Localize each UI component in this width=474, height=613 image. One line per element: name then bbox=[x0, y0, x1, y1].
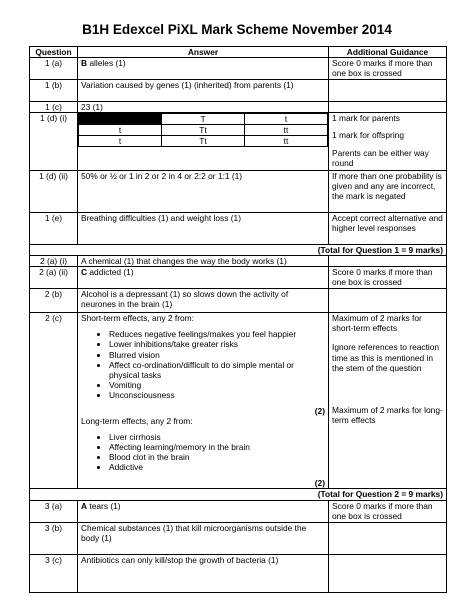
punnett-header: t bbox=[245, 114, 328, 125]
list-item: • Addictive bbox=[109, 462, 325, 472]
answer-cell bbox=[78, 58, 329, 80]
list-item: • Liver cirrhosis bbox=[109, 432, 325, 442]
list-item: • Affecting learning/memory in the brain bbox=[109, 442, 325, 452]
header-row bbox=[30, 47, 447, 58]
guidance-cell: Accept correct alternative and higher level responses bbox=[329, 213, 447, 245]
answer-cell: A chemical (1) that changes the way the body works (1) bbox=[78, 256, 329, 267]
answer-text: alleles (1) bbox=[87, 58, 126, 69]
answer-cell: Variation caused by genes (1) (inherited) from parents (1) bbox=[78, 80, 329, 102]
question-number: 3 (b) bbox=[30, 522, 78, 554]
question-number: 3 (c) bbox=[30, 554, 78, 592]
table-row bbox=[30, 171, 447, 213]
question-number: 2 (a) (ii) bbox=[30, 267, 78, 289]
answer-cell: Alcohol is a depressant (1) so slows down the activity of neurones in the brain (1) bbox=[78, 289, 329, 313]
table-row bbox=[30, 102, 447, 113]
short-term-list bbox=[109, 329, 325, 400]
guidance-cell bbox=[329, 113, 447, 171]
question-number: 1 (a) bbox=[30, 58, 78, 80]
total-question-2: (Total for Question 2 = 9 marks) bbox=[30, 489, 447, 500]
punnett-cell: tt bbox=[245, 136, 328, 147]
table-row bbox=[30, 267, 447, 289]
answer-cell: Antibiotics can only kill/stop the growth of bacteria (1) bbox=[78, 554, 329, 592]
guidance-cell: Score 0 marks if more than one box is crossed bbox=[329, 58, 447, 80]
guidance-line: Maximum of 2 marks for long-term effects bbox=[332, 404, 443, 425]
answer-letter: C bbox=[81, 267, 88, 278]
header-question: Question bbox=[30, 47, 78, 58]
answer-cell bbox=[78, 313, 329, 489]
answer-cell: Chemical substances (1) that kill microorganisms outside the body (1) bbox=[78, 522, 329, 554]
long-term-mark: (2) bbox=[314, 478, 325, 489]
total-row bbox=[30, 245, 447, 256]
answer-cell bbox=[78, 500, 329, 522]
table-row bbox=[30, 313, 447, 489]
question-number: 3 (a) bbox=[30, 500, 78, 522]
answer-letter: A bbox=[81, 500, 88, 511]
question-number: 2 (b) bbox=[30, 289, 78, 313]
punnett-square-cell bbox=[78, 113, 329, 171]
table-row bbox=[30, 58, 447, 80]
list-item: • Blurred vision bbox=[109, 350, 325, 360]
guidance-line: 1 mark for offspring bbox=[332, 130, 404, 141]
table-row bbox=[30, 554, 447, 592]
question-number: 2 (c) bbox=[30, 313, 78, 489]
guidance-cell bbox=[329, 80, 447, 102]
question-number: 2 (a) (i) bbox=[30, 256, 78, 267]
guidance-line: 1 mark for parents bbox=[332, 113, 400, 124]
guidance-line: Maximum of 2 marks for short-term effects bbox=[332, 313, 422, 334]
punnett-cell: Tt bbox=[162, 136, 245, 147]
guidance-cell: If more than one probability is given and any are incorrect, the mark is negated bbox=[329, 171, 447, 213]
list-item: • Blood clot in the brain bbox=[109, 452, 325, 462]
table-row bbox=[30, 289, 447, 313]
mark-scheme-table bbox=[29, 46, 447, 593]
question-number: 1 (e) bbox=[30, 213, 78, 245]
table-row bbox=[30, 500, 447, 522]
punnett-corner bbox=[79, 114, 162, 125]
guidance-cell: Score 0 marks if more than one box is crossed bbox=[329, 500, 447, 522]
list-item: • Reduces negative feelings/makes you feel happier bbox=[109, 329, 325, 339]
guidance-line: Parents can be either way round bbox=[332, 148, 429, 169]
short-term-mark: (2) bbox=[314, 405, 325, 416]
guidance-cell bbox=[329, 554, 447, 592]
punnett-header: t bbox=[79, 125, 162, 136]
short-term-intro: Short-term effects, any 2 from: bbox=[81, 313, 194, 324]
long-term-list bbox=[109, 432, 325, 472]
punnett-square bbox=[78, 113, 328, 147]
table-row bbox=[30, 256, 447, 267]
table-row bbox=[30, 80, 447, 102]
header-guidance: Additional Guidance bbox=[329, 47, 447, 58]
question-number: 1 (d) (i) bbox=[30, 113, 78, 171]
question-number: 1 (b) bbox=[30, 80, 78, 102]
guidance-cell bbox=[329, 256, 447, 267]
header-answer: Answer bbox=[78, 47, 329, 58]
answer-cell: Breathing difficulties (1) and weight loss (1) bbox=[78, 213, 329, 245]
answer-letter: B bbox=[81, 58, 88, 69]
guidance-cell bbox=[329, 313, 447, 489]
page-title: B1H Edexcel PiXL Mark Scheme November 2014 bbox=[82, 22, 392, 37]
answer-text: addicted (1) bbox=[87, 267, 134, 278]
answer-cell: 50% or ½ or 1 in 2 or 2 in 4 or 2:2 or 1:1 (1) bbox=[78, 171, 329, 213]
table-row bbox=[30, 113, 447, 171]
total-row bbox=[30, 489, 447, 500]
answer-cell bbox=[78, 267, 329, 289]
guidance-line: Ignore references to reaction time as this is mentioned in the stem of the question bbox=[332, 342, 440, 373]
guidance-cell: Score 0 marks if more than one box is crossed bbox=[329, 267, 447, 289]
punnett-cell: Tt bbox=[162, 125, 245, 136]
answer-text: tears (1) bbox=[87, 500, 121, 511]
list-item: • Affect co-ordination/difficult to do simple mental or physical tasks bbox=[109, 360, 325, 380]
punnett-header: t bbox=[79, 136, 162, 147]
list-item: • Lower inhibitions/take greater risks bbox=[109, 339, 325, 349]
question-number: 1 (c) bbox=[30, 102, 78, 113]
long-term-intro: Long-term effects, any 2 from: bbox=[81, 416, 193, 427]
total-question-1: (Total for Question 1 = 9 marks) bbox=[30, 245, 447, 256]
table-row bbox=[30, 522, 447, 554]
punnett-cell: tt bbox=[245, 125, 328, 136]
guidance-cell bbox=[329, 102, 447, 113]
punnett-header: T bbox=[162, 114, 245, 125]
table-row bbox=[30, 213, 447, 245]
guidance-cell bbox=[329, 289, 447, 313]
list-item: • Unconsciousness bbox=[109, 390, 325, 400]
answer-cell: 23 (1) bbox=[78, 102, 329, 113]
guidance-cell bbox=[329, 522, 447, 554]
question-number: 1 (d) (ii) bbox=[30, 171, 78, 213]
list-item: • Vomiting bbox=[109, 380, 325, 390]
